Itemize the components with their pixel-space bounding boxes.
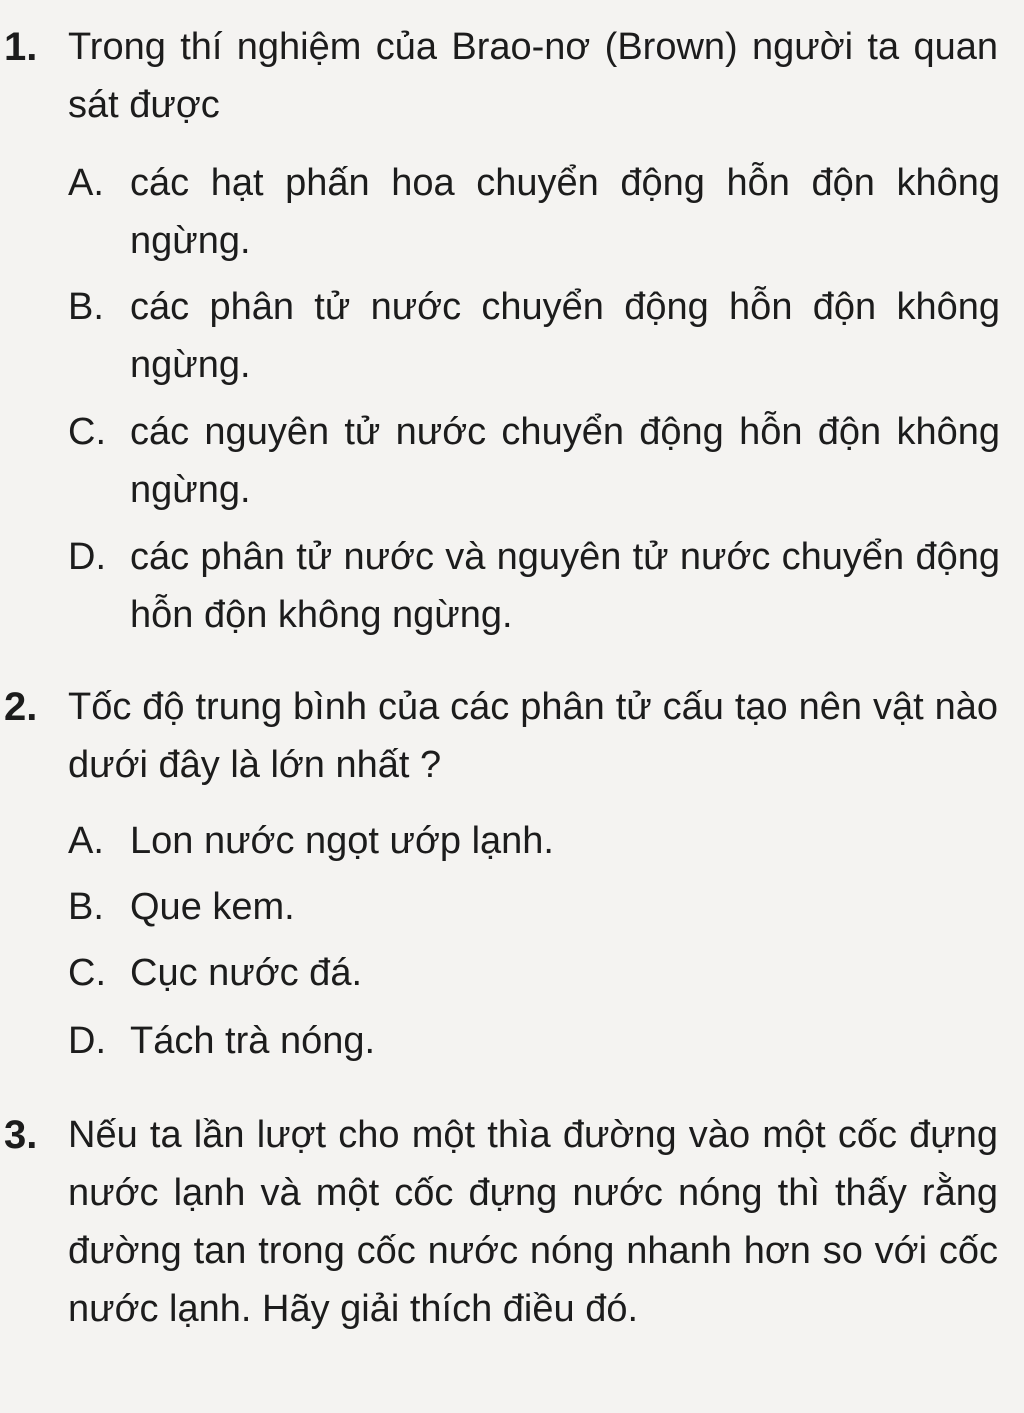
option-text: Lon nước ngọt ướp lạnh.	[130, 820, 554, 862]
option-letter: C.	[68, 952, 106, 994]
question-number: 3.	[4, 1113, 38, 1157]
option-1b	[68, 278, 1000, 394]
option-text: các phân tử nước và nguyên tử nước chuyển động hỗn độn không ngừng.	[130, 536, 1000, 636]
option-2c	[68, 944, 1000, 1002]
option-letter: B.	[68, 886, 104, 928]
option-letter: C.	[68, 411, 106, 453]
option-1c	[68, 403, 1000, 519]
option-letter: D.	[68, 1020, 106, 1062]
option-letter: A.	[68, 162, 104, 204]
question-text: Trong thí nghiệm của Brao-nơ (Brown) người ta quan sát được	[68, 26, 998, 126]
option-1d	[68, 528, 1000, 644]
option-2a	[68, 812, 1000, 870]
option-text: các phân tử nước chuyển động hỗn độn không ngừng.	[130, 286, 1000, 386]
question-text: Nếu ta lần lượt cho một thìa đường vào một cốc đựng nước lạnh và một cốc đựng nước nóng thì thấy rằng đường tan trong cốc nước nóng nhanh hơn so với cốc nước lạnh. Hãy giải thích điều đó.	[68, 1114, 998, 1330]
option-letter: B.	[68, 286, 104, 328]
question-number: 1.	[4, 25, 38, 69]
option-text: Que kem.	[130, 886, 295, 928]
option-2d	[68, 1012, 1000, 1070]
option-text: các hạt phấn hoa chuyển động hỗn độn không ngừng.	[130, 162, 1000, 262]
option-text: Tách trà nóng.	[130, 1020, 376, 1062]
option-text: các nguyên tử nước chuyển động hỗn độn không ngừng.	[130, 411, 1000, 511]
option-text: Cục nước đá.	[130, 952, 363, 994]
option-letter: A.	[68, 820, 104, 862]
option-letter: D.	[68, 536, 106, 578]
option-2b	[68, 878, 1000, 936]
question-text: Tốc độ trung bình của các phân tử cấu tạo nên vật nào dưới đây là lớn nhất ?	[68, 686, 998, 786]
question-number: 2.	[4, 685, 38, 729]
option-1a	[68, 154, 1000, 270]
